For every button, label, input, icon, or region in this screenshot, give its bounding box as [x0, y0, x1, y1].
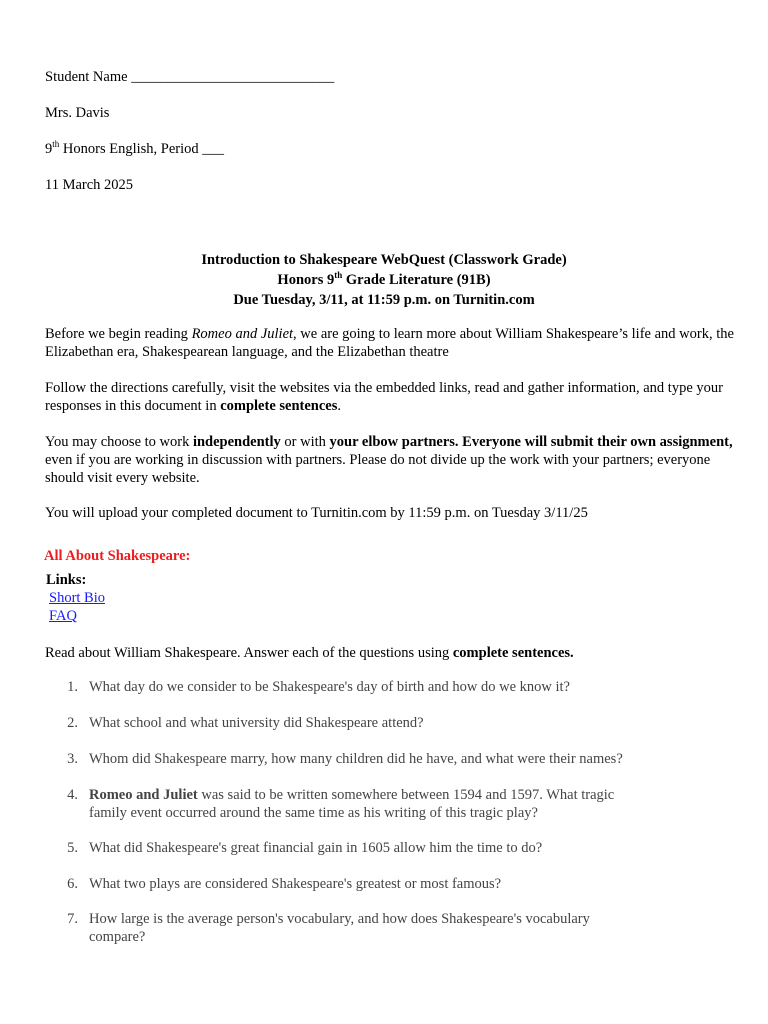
- section-instruction-text: Read about William Shakespeare. Answer each of the questions using: [45, 645, 453, 661]
- link-short-bio[interactable]: Short Bio: [49, 590, 105, 606]
- intro-p3-text-c: even if you are working in discussion with partners. Please do not divide up the work with your partners; everyone should visit every website.: [45, 452, 711, 486]
- course-name: [0, 270, 768, 290]
- teacher-name: Mrs. Davis: [45, 105, 110, 121]
- question-number: 1.: [67, 679, 78, 695]
- intro-p1-text-b: , we are going to learn more about William Shakespeare’s life and work, the Elizabethan era, Shakespearean language, and the Elizabethan theatre: [45, 326, 734, 360]
- class-period-line: [45, 140, 224, 158]
- question-text: What did Shakespeare's great financial gain in 1605 allow him the time to do?: [89, 840, 543, 856]
- question-number: 2.: [67, 715, 78, 731]
- question-bold-title: Romeo and Juliet: [89, 787, 198, 803]
- question-text: What school and what university did Shakespeare attend?: [89, 715, 424, 731]
- intro-p1-text-a: Before we begin reading: [45, 326, 192, 342]
- course-name-prefix: Honors 9: [277, 272, 335, 288]
- assignment-title: Introduction to Shakespeare WebQuest (Classwork Grade): [201, 252, 567, 268]
- question-text: What two plays are considered Shakespeare's greatest or most famous?: [89, 876, 502, 892]
- intro-paragraph-2: [45, 379, 735, 415]
- section-instruction: [45, 644, 735, 662]
- question-text-rest: was said to be written somewhere between 1594 and 1597. What tragic family event occurred around the same time as his writing of this tragic play?: [89, 787, 615, 821]
- question-number: 3.: [67, 751, 78, 767]
- intro-p3-bold-1: independently: [192, 434, 281, 450]
- question-number: 6.: [67, 876, 78, 892]
- due-date: Due Tuesday, 3/11, at 11:59 p.m. on Turnitin.com: [233, 292, 535, 308]
- question-text: What day do we consider to be Shakespeare's day of birth and how do we know it?: [89, 679, 570, 695]
- intro-p2-text-b: .: [337, 398, 341, 414]
- intro-p2-bold: complete sentences: [220, 398, 338, 414]
- question-number: 7.: [67, 911, 78, 927]
- section-instruction-bold: complete sentences.: [452, 645, 574, 661]
- intro-p3-text-a: You may choose to work: [45, 434, 193, 450]
- question-text: How large is the average person's vocabulary, and how does Shakespeare's vocabulary compare?: [89, 911, 590, 945]
- class-period: Honors English, Period ___: [59, 141, 224, 157]
- section-title: All About Shakespeare:: [44, 548, 191, 564]
- class-grade: 9: [45, 141, 53, 157]
- course-name-sup: th: [334, 270, 343, 281]
- question-text: Whom did Shakespeare marry, how many children did he have, and what were their names?: [89, 751, 623, 767]
- student-name-line: [45, 68, 334, 86]
- question-number: 5.: [67, 840, 78, 856]
- student-name-label: Student Name: [45, 69, 128, 85]
- class-grade-suffix: th: [52, 139, 60, 150]
- intro-p3-text-b: or with: [280, 434, 330, 450]
- intro-paragraph-3: [45, 433, 735, 487]
- student-name-blank[interactable]: ____________________________: [131, 69, 335, 85]
- document-date: 11 March 2025: [45, 177, 134, 193]
- intro-p1-title: Romeo and Juliet: [191, 326, 294, 342]
- intro-p3-bold-2: your elbow partners. Everyone will submit their own assignment,: [329, 434, 733, 450]
- links-label: Links:: [46, 572, 87, 588]
- question-text: [89, 786, 649, 822]
- course-name-rest: Grade Literature (91B): [342, 272, 491, 288]
- question-number: 4.: [67, 787, 78, 803]
- intro-paragraph-1: [45, 325, 735, 361]
- intro-paragraph-4: You will upload your completed document to Turnitin.com by 11:59 p.m. on Tuesday 3/11/25: [45, 505, 588, 521]
- link-faq[interactable]: FAQ: [49, 608, 77, 624]
- intro-p2-text-a: Follow the directions carefully, visit the websites via the embedded links, read and gather information, and type your responses in this document in: [45, 380, 723, 414]
- assignment-title-block: [0, 250, 768, 310]
